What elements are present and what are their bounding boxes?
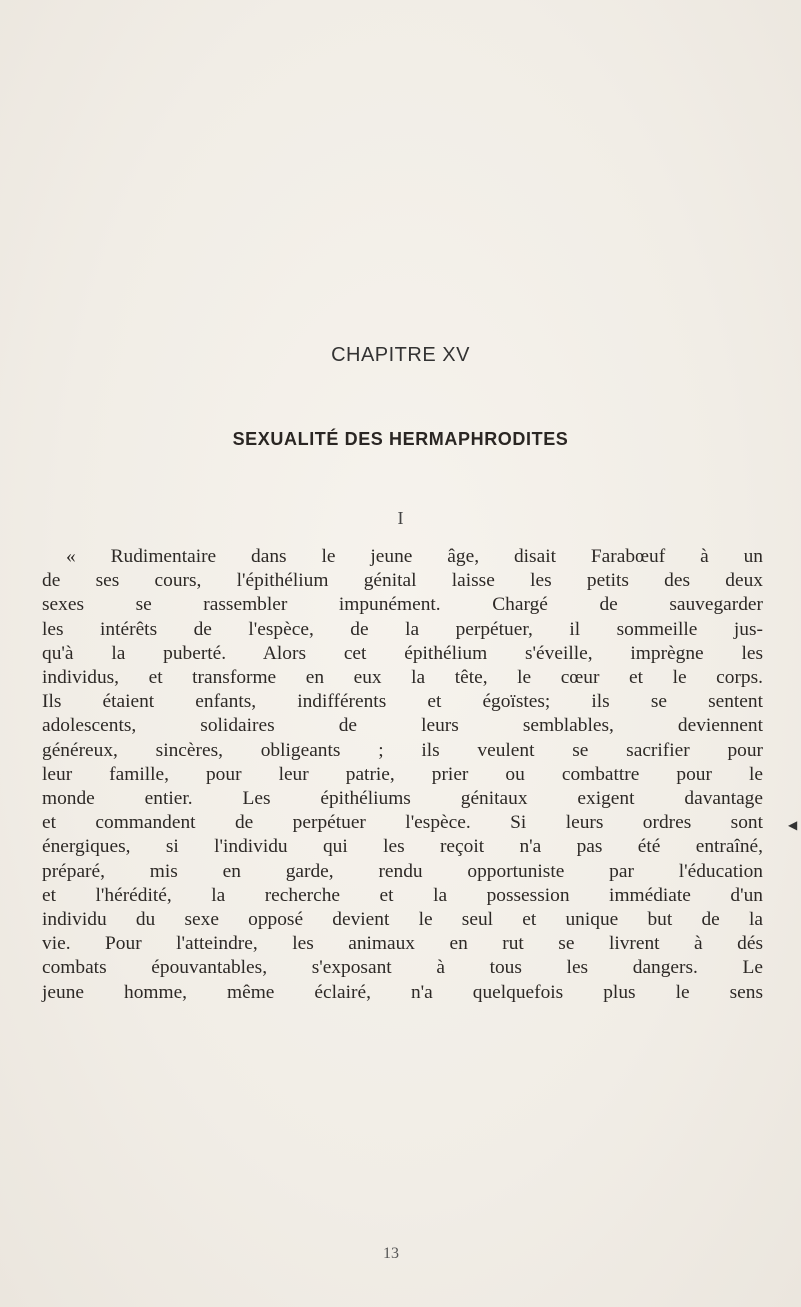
text-line: monde entier. Les épithéliums génitaux exigent davantage (42, 788, 763, 810)
text-line: de ses cours, l'épithélium génital laisse les petits des deux (42, 570, 763, 592)
text-line: qu'à la puberté. Alors cet épithélium s'éveille, imprègne les (42, 642, 763, 664)
chapter-heading: CHAPITRE XV (331, 344, 470, 366)
text-line: les intérêts de l'espèce, de la perpétuer, il sommeille jus- (42, 618, 763, 640)
text-line: vie. Pour l'atteindre, les animaux en rut se livrent à dés (42, 933, 763, 955)
text-line: jeune homme, même éclairé, n'a quelquefois plus le sens (42, 981, 763, 1003)
text-line: individus, et transforme en eux la tête, le cœur et le corps. (42, 667, 763, 689)
text-line: Ils étaient enfants, indifférents et égoïstes; ils se sentent (42, 691, 763, 713)
body-text (42, 545, 763, 1005)
page-number: 13 (383, 1245, 399, 1262)
text-line: et commandent de perpétuer l'espèce. Si leurs ordres sont (42, 812, 763, 834)
text-line: adolescents, solidaires de leurs semblables, deviennent (42, 715, 763, 737)
text-line: combats épouvantables, s'exposant à tous les dangers. Le (42, 957, 763, 979)
margin-mark: ◀ (788, 818, 798, 832)
text-line: généreux, sincères, obligeants ; ils veulent se sacrifier pour (42, 739, 763, 761)
text-line: leur famille, pour leur patrie, prier ou combattre pour le (42, 763, 763, 785)
chapter-title: SEXUALITÉ DES HERMAPHRODITES (232, 429, 569, 449)
text-line: et l'hérédité, la recherche et la possession immédiate d'un (42, 884, 763, 906)
text-line: sexes se rassembler impunément. Chargé de sauvegarder (42, 594, 763, 616)
text-line: individu du sexe opposé devient le seul et unique but de la (42, 909, 763, 931)
text-line: « Rudimentaire dans le jeune âge, disait Farabœuf à un (66, 546, 763, 567)
text-line: énergiques, si l'individu qui les reçoit n'a pas été entraîné, (42, 836, 763, 858)
text-line: préparé, mis en garde, rendu opportuniste par l'éducation (42, 860, 763, 882)
section-number: I (397, 508, 404, 528)
